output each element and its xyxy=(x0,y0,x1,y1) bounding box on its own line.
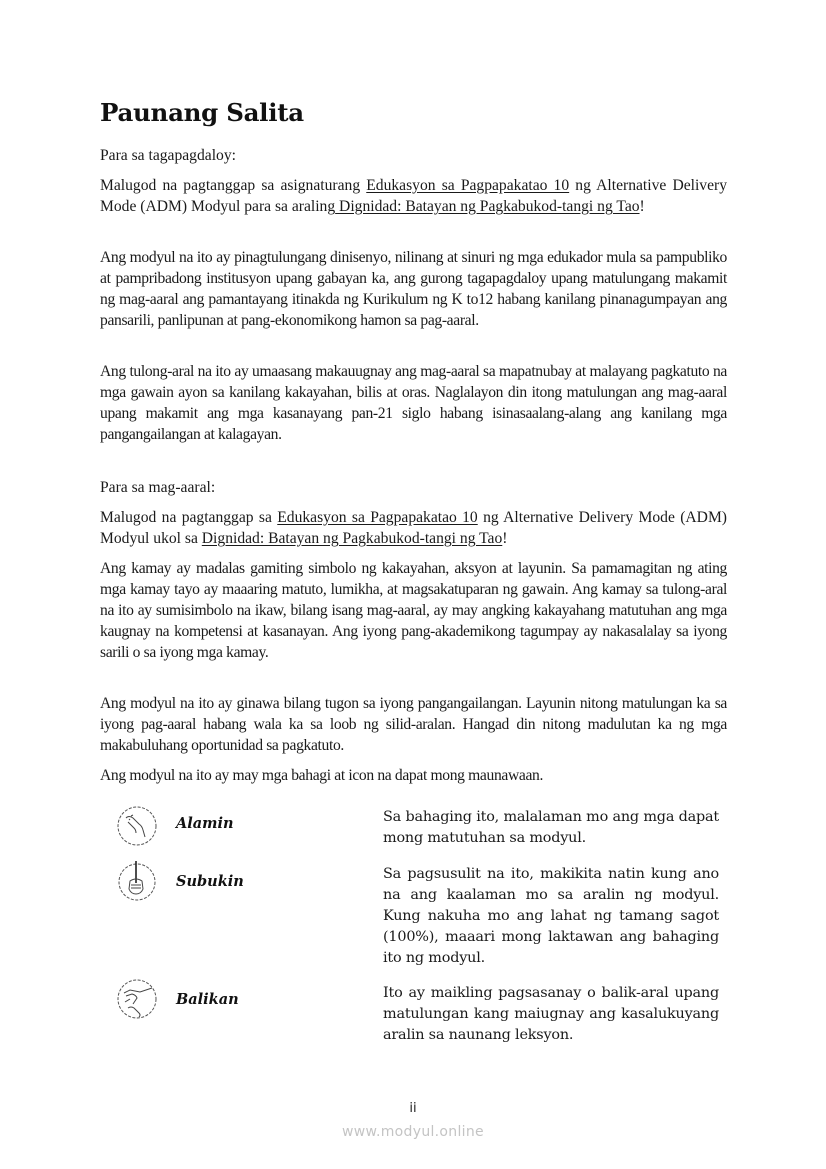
lesson-title: Dignidad: Batayan ng Pagkabukod-tangi ng Tao xyxy=(201,530,503,547)
page-number: ii xyxy=(409,1101,417,1116)
welcome-text: ! xyxy=(639,198,645,215)
hand-pointing-icon xyxy=(116,805,158,847)
page-title: Paunang Salita xyxy=(100,98,304,127)
hand-holding-pencil-icon xyxy=(116,859,158,901)
legend-label-subukin: Subukin xyxy=(176,873,244,890)
learner-paragraph-2: Ang kamay ay madalas gamiting simbolo ng kakayahan, aksyon at layunin. Sa pamamagitan ng ating mga kamay tayo ay maaaring matuto, lumikha, at magsakatuparan ng gawain. Ang kamay sa tulong-aral na ito ay sumisimbolo na ikaw, bilang isang mag-aaral, ay may angking kakayahang matutuhan ang mga kaugnay na kompetensi at kasanayan. Ang iyong pang-akademikong tagumpay ay nakasalalay sa iyong sarili o sa iyong mga kamay. xyxy=(100,560,727,661)
facilitator-paragraph-2: Ang modyul na ito ay pinagtulungang dinisenyo, nilinang at sinuri ng mga edukador mula sa pampubliko at pampribadong institusyon upang gabayan ka, ang gurong tagapagdaloy upang matulungang makamit ng mag-aaral ang pamantayang itinakda ng Kurikulum ng K to12 habang kanilang pinanagumpayan ang pansarili, panlipunan at pang-ekonomikong hamon sa pag-aaral. xyxy=(100,249,727,329)
welcome-text: ng Alternative Delivery Mode (ADM) Modyul ukol sa xyxy=(100,509,727,547)
legend-desc-alamin: Sa bahaging ito, malalaman mo ang mga dapat mong matutuhan sa modyul. xyxy=(383,809,719,846)
legend-label-balikan: Balikan xyxy=(176,991,239,1008)
watermark: www.modyul.online xyxy=(342,1124,484,1140)
welcome-text: Malugod na pagtanggap sa asignaturang xyxy=(100,177,367,194)
welcome-text: ng Alternative Delivery Mode (ADM) Modyul para sa araling xyxy=(100,177,727,215)
legend-intro: Ang modyul na ito ay may mga bahagi at icon na dapat mong maunawaan. xyxy=(100,767,544,784)
legend-label-alamin: Alamin xyxy=(176,815,234,832)
subject-name: Edukasyon sa Pagpapakatao 10 xyxy=(277,509,478,526)
lesson-title: Dignidad: Batayan ng Pagkabukod-tangi ng Tao xyxy=(335,198,640,215)
learner-welcome xyxy=(100,507,727,549)
facilitator-heading: Para sa tagapagdaloy: xyxy=(100,147,236,164)
learner-heading: Para sa mag-aaral: xyxy=(100,479,216,496)
welcome-text: ! xyxy=(502,530,508,547)
legend-desc-balikan: Ito ay maikling pagsasanay o balik-aral upang matulungan kang maiugnay ang kasalukuyang aralin sa naunang leksyon. xyxy=(383,985,719,1043)
facilitator-paragraph-3: Ang tulong-aral na ito ay umaasang makauugnay ang mag-aaral sa mapatnubay at malayang pagkatuto na mga gawain ayon sa kanilang kakayahan, bilis at oras. Naglalayon din itong matulungan ang mag-aaral upang makamit ang mga kasanayang pan-21 siglo habang isinasaalang-alang ang kanilang mga pangangailangan at kalagayan. xyxy=(100,363,727,443)
subject-name: Edukasyon sa Pagpapakatao 10 xyxy=(366,177,570,194)
welcome-text: Malugod na pagtanggap sa xyxy=(100,509,278,526)
learner-paragraph-3: Ang modyul na ito ay ginawa bilang tugon sa iyong pangangailangan. Layunin nitong matulungan ka sa iyong pag-aaral habang wala ka sa loob ng silid-aralan. Hangad din nitong madulutan ka ng mga makabuluhang oportunidad sa pagkatuto. xyxy=(100,695,727,754)
facilitator-welcome xyxy=(100,175,727,217)
legend-desc-subukin: Sa pagsusulit na ito, makikita natin kung ano na ang kaalaman mo sa aralin ng modyul. Kung nakuha mo ang lahat ng tamang sagot (100%), maaari mong laktawan ang bahaging ito ng modyul. xyxy=(383,866,719,966)
hand-reaching-icon xyxy=(116,978,158,1020)
